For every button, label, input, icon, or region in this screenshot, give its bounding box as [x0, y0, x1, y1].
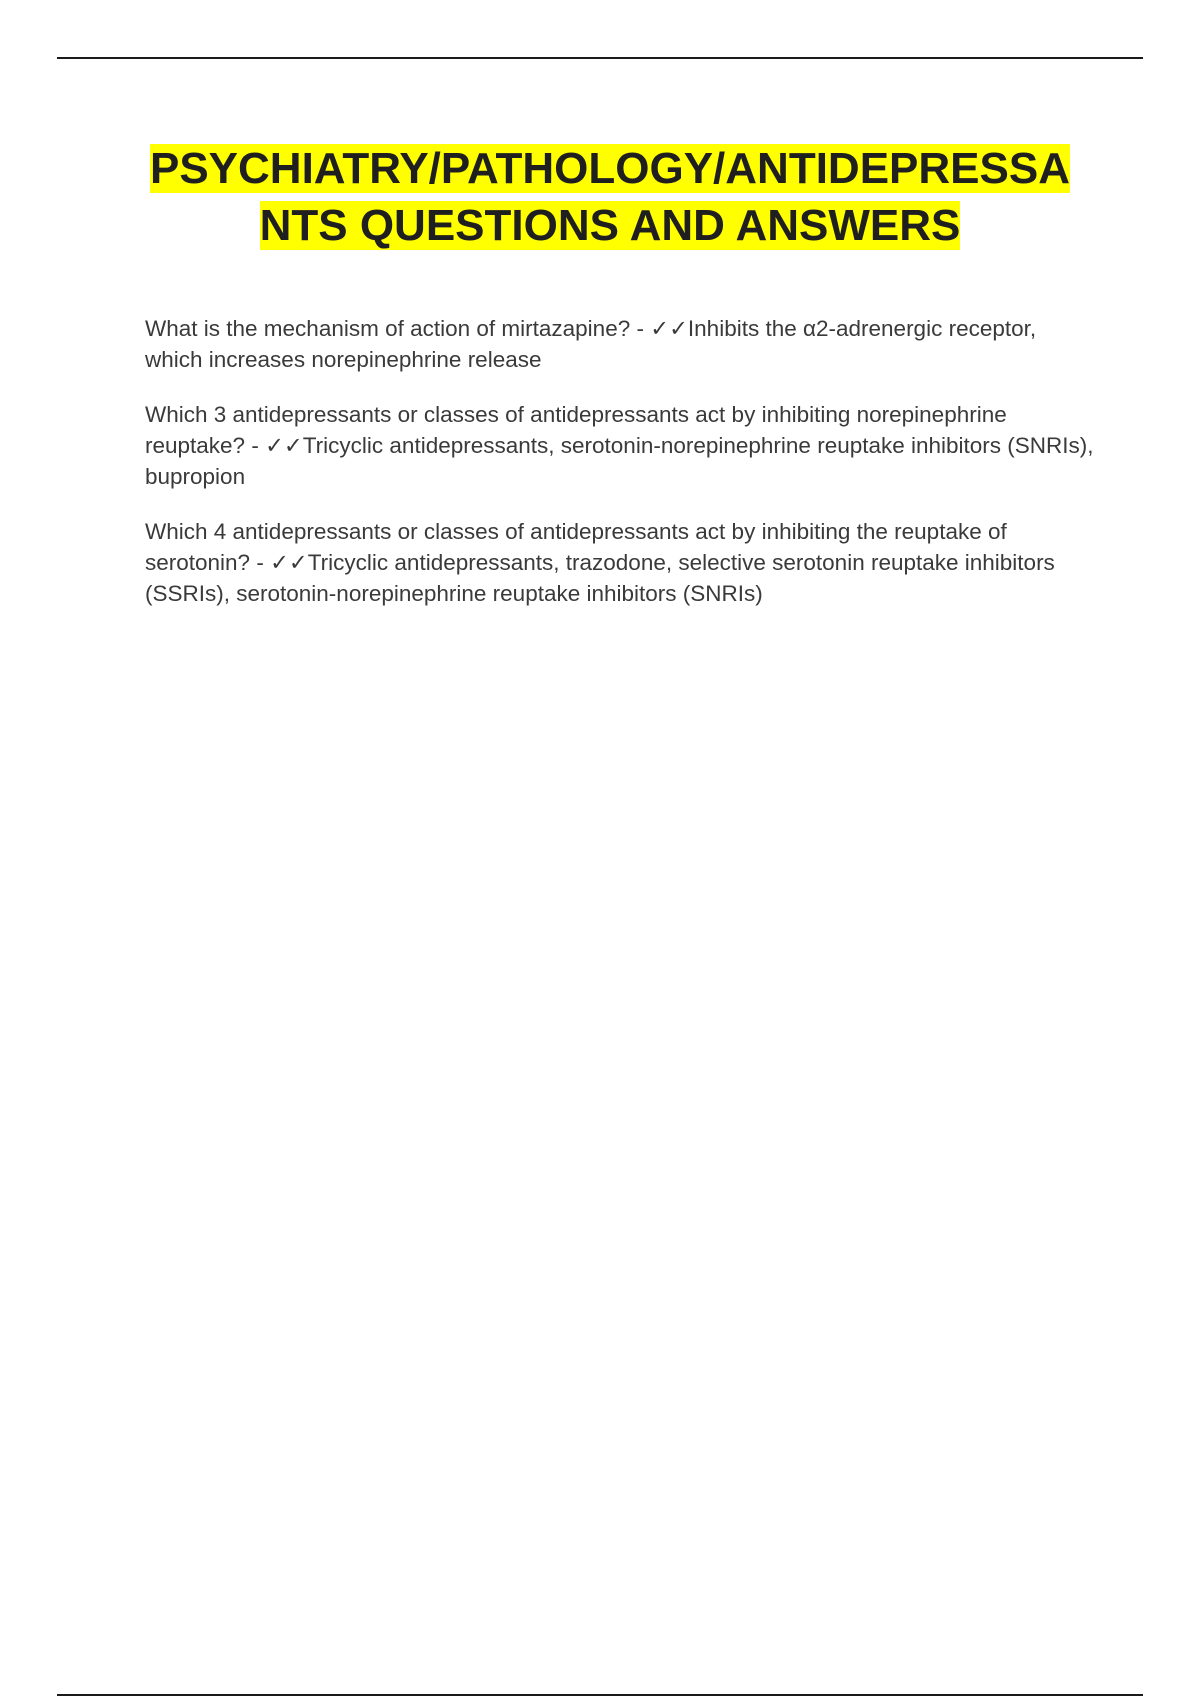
qa-item-3: Which 4 antidepressants or classes of antidepressants act by inhibiting the reuptake of serotonin? - ✓✓Tricyclic antidepressants, trazodone, selective serotonin reuptake inhibitors (SSRIs), serotonin-norepinephrine reuptake inhibitors (SNRIs) [145, 519, 1055, 606]
title-block [140, 140, 1080, 254]
qa-item-2: Which 3 antidepressants or classes of antidepressants act by inhibiting norepinephrine reuptake? - ✓✓Tricyclic antidepressants, serotonin-norepinephrine reuptake inhibitors (SNRIs), bupropion [145, 402, 1094, 489]
top-divider [57, 57, 1143, 59]
page-title: PSYCHIATRY/PATHOLOGY/ANTIDEPRESSANTS QUESTIONS AND ANSWERS [149, 144, 1070, 250]
qa-list [145, 313, 1095, 633]
qa-item-1: What is the mechanism of action of mirtazapine? - ✓✓Inhibits the α2-adrenergic receptor, which increases norepinephrine release [145, 316, 1037, 372]
bottom-divider [57, 1694, 1143, 1696]
